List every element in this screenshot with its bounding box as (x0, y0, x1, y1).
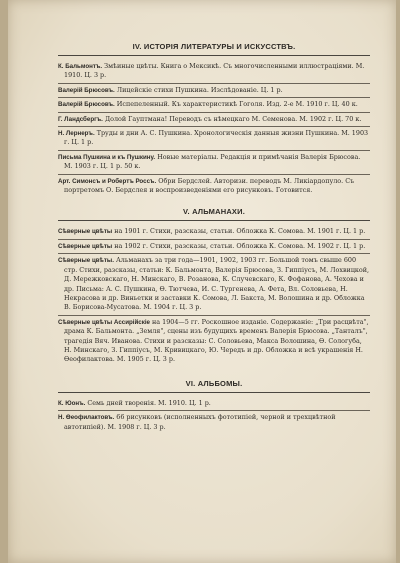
entry-text: Долой Гауптмана! Переводъ съ нѣмецкаго М. Семенова. М. 1902 г. Ц. 70 к. (102, 114, 362, 123)
list-item (58, 397, 370, 411)
section-albums (58, 379, 370, 434)
entry-text: на 1904—5 гг. Роскошное изданіе. Содержаніе: „Три расцвѣта", драма К. Бальмонта. „Земля", сцены изъ будущихъ временъ Валерія Брюсова. „Танталъ", трагедія Вяч. Иванова. Стихи и разсказы: С. Соловьева, Макса Волошина, Ѳ. Сологуба, Н. Минскаго, З. Гиппіусъ, М. Кривицкаго, Ю. Чередъ и др. Обложка и всѣ украшенія Н. Ѳеофилактова. М. 1905 г. Ц. 3 р. (64, 317, 369, 364)
entry-author: К. Бальмонтъ. (58, 63, 103, 70)
section-almanacs (58, 207, 370, 366)
divider (58, 220, 370, 221)
entry-author: Валерій Брюсовъ. (58, 86, 115, 94)
spacer (58, 367, 370, 379)
list-item (58, 411, 370, 434)
entry-author: Г. Ландсбергъ. (58, 115, 103, 123)
spacer (58, 197, 370, 207)
entry-author: Арт. Симонсъ и Робертъ Россъ. (58, 177, 157, 185)
list-item (58, 84, 370, 98)
section-title: VI. АЛЬБОМЫ. (185, 378, 243, 388)
list-item (58, 98, 370, 112)
list-item (58, 151, 370, 175)
entry-text: 66 рисунковъ (исполненныхъ фототипіей, черной и трехцвѣтной автотипіей). М. 1908 г. Ц. 3 р. (64, 413, 336, 431)
list-item (58, 316, 370, 367)
divider (58, 55, 370, 56)
divider (58, 392, 370, 393)
entry-text: Новые матеріалы. Редакція и примѣчанія Валерія Брюсова. М. 1903 г. Ц. 1 р. 50 к. (64, 152, 361, 171)
entry-text: Змѣиные цвѣты. Книга о Мексикѣ. Съ многочисленными иллюстраціями. М. 1910. Ц. 3 р. (64, 62, 365, 80)
list-item (58, 127, 370, 151)
list-item (58, 254, 370, 315)
entry-text: Обри Бердслей. Авторизи. переводъ М. Ликіардопуло. Съ портретомъ О. Бердслея и воспроизведеніями его рисунковъ. Готовится. (64, 176, 355, 195)
entry-author: Сѣверные цвѣты (58, 228, 113, 236)
entry-text: Лицейскіе стихи Пушкина. Изслѣдованіе. Ц. 1 р. (114, 85, 283, 94)
section-title: V. АЛЬМАНАХИ. (182, 207, 246, 217)
entry-author: Валерій Брюсовъ. (58, 101, 115, 109)
entry-text: на 1901 г. Стихи, разсказы, статьи. Обложка К. Сомова. М. 1901 г. Ц. 1 р. (112, 227, 366, 236)
list-item (58, 175, 370, 198)
catalog-content (58, 42, 370, 434)
list-item (58, 225, 370, 239)
section-history (58, 42, 370, 197)
entry-text: Испепеленный. Къ характеристикѣ Гоголя. Изд. 2-е М. 1910 г. Ц. 40 к. (114, 100, 358, 109)
list-item (58, 60, 370, 84)
entry-text: Альманахъ за три года—1901, 1902, 1903 гг. Большой томъ свыше 600 стр. Стихи, разсказы, статьи: К. Бальмонта, Валерія Брюсова, З. Гиппіусъ, М. Лохвицкой, Д. Мережковскаго, Н. Минскаго, В. Розанова, К. Случевскаго, К. Фофанова, А. Чехова и др. Письма: А. С. Пушкина, Ѳ. Тютчева, И. С. Тургенева, А. Фета, Вл. Соловьева, Н. Некрасова и др. Виньетки и заставки К. Сомова, Л. Бакста, М. Волошина и др. Обложка В. Борисова-Мусатова. М. 1904 г. Ц. 3 р. (64, 256, 370, 312)
list-item (58, 113, 370, 127)
entry-author: Сѣверные цвѣты. (58, 257, 114, 265)
entry-author: Н. Ѳеофилактовъ. (58, 414, 115, 422)
entry-author: Сѣверные цвѣты Ассирійскіе (58, 318, 151, 326)
entry-author: Н. Лернеръ. (58, 130, 95, 138)
section-title: IV. ИСТОРІЯ ЛИТЕРАТУРЫ И ИСКУССТВЪ. (132, 42, 296, 51)
entry-author: К. Юонъ. (58, 399, 86, 407)
list-item (58, 240, 370, 254)
entry-text: Семь дней творенія. М. 1910. Ц. 1 р. (85, 398, 211, 407)
entry-text: Труды и дни А. С. Пушкина. Хронологическія данныя жизни Пушкина. М. 1903 г. Ц. 1 р. (64, 129, 369, 147)
entry-text: на 1902 г. Стихи, разсказы, статьи. Обложка К. Сомова. М. 1902 г. Ц. 1 р. (112, 241, 366, 250)
entry-author: Письма Пушкина и къ Пушкину. (58, 153, 156, 161)
book-page (8, 0, 396, 563)
entry-author: Сѣверные цвѣты (58, 242, 113, 250)
